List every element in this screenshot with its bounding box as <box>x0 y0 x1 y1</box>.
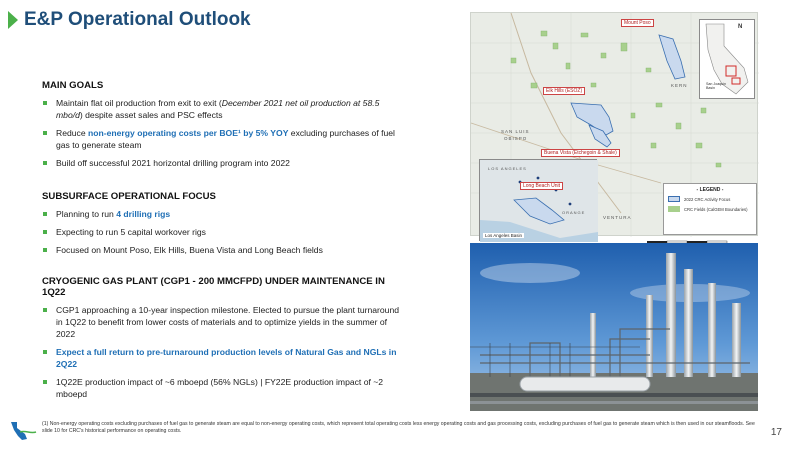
california-inset <box>699 19 755 99</box>
bullet-list <box>42 208 402 256</box>
bullet-text: Expecting to run 5 capital workover rigs <box>56 227 206 237</box>
legend-label: CRC Fields (CalGEM Boundaries) <box>684 206 748 212</box>
bullet-item <box>42 304 402 340</box>
bullet-text: non-energy operating costs per BOE¹ by 5% YOY <box>88 128 289 138</box>
field-map <box>470 12 758 236</box>
section <box>42 80 402 169</box>
bullet-item <box>42 157 402 169</box>
legend-label: 2022 CRC Activity Focus <box>684 196 731 202</box>
map-legend <box>663 183 757 235</box>
bullet-item <box>42 97 402 121</box>
legend-title: - LEGEND - <box>696 187 724 193</box>
title-bar <box>8 9 251 31</box>
compass-icon: N <box>738 24 743 30</box>
bullet-text: Expect a full return to pre-turnaround production levels of Natural Gas and NGLs in 2Q22 <box>56 347 397 369</box>
page-number: 17 <box>770 427 782 438</box>
section-heading: SUBSURFACE OPERATIONAL FOCUS <box>42 191 216 202</box>
gas-plant-graphic <box>470 243 758 411</box>
bullet-item <box>42 376 402 400</box>
section <box>42 276 402 400</box>
ca-inset-label: San Joaquin Basin <box>706 82 726 90</box>
chevron-right-icon <box>8 11 18 29</box>
bullet-item <box>42 127 402 151</box>
content-column <box>42 80 402 406</box>
gas-plant-photo <box>470 243 758 411</box>
la-basin-graphic <box>480 160 598 242</box>
map-text-obispo: OBISPO <box>504 136 528 141</box>
bullet-item <box>42 346 402 370</box>
legend-item <box>668 196 752 202</box>
map-text-la-basin: Los Angeles Basin <box>485 233 523 238</box>
la-basin-inset <box>479 159 597 241</box>
bullet-list <box>42 97 402 169</box>
bullet-text: 4 drilling rigs <box>116 209 171 219</box>
legend-swatch <box>668 206 680 212</box>
bullet-text: Planning to run <box>56 209 117 219</box>
map-label-elk-hills: Elk Hills (ESOZ) <box>543 87 585 95</box>
bullet-list <box>42 304 402 400</box>
section-heading: CRYOGENIC GAS PLANT (CGP1 - 200 MMCFPD) UNDER MAINTENANCE IN 1Q22 <box>42 276 385 298</box>
section-heading: MAIN GOALS <box>42 80 104 91</box>
footnote: (1) Non-energy operating costs excluding purchases of fuel gas to generate steam are equal to non-energy operating costs, which represent total operating costs less energy operating costs and gas processing costs, excluding purchases of fuel gas to generate steam which is then used in our steamfloods. See slide 10 for CRC's historical performance on operating costs. <box>42 421 755 434</box>
map-text-kern: KERN <box>671 83 688 88</box>
map-text-san-luis: SAN LUIS <box>501 129 530 134</box>
map-text-ventura: VENTURA <box>603 215 632 220</box>
company-logo <box>8 420 38 447</box>
california-logo-icon <box>8 420 38 442</box>
map-text-orange: ORANGE <box>562 210 586 215</box>
map-label-mount-poso: Mount Poso <box>621 19 654 27</box>
section <box>42 191 402 256</box>
bullet-text: Build off successful 2021 horizontal drilling program into 2022 <box>56 158 290 168</box>
bullet-text: Maintain flat oil production from exit to exit ( <box>56 98 222 108</box>
bullet-text: 1Q22E production impact of ~6 mboepd (56% NGLs) | FY22E production impact of ~2 mboepd <box>56 377 384 399</box>
bullet-text: Focused on Mount Poso, Elk Hills, Buena Vista and Long Beach fields <box>56 245 323 255</box>
bullet-item <box>42 226 402 238</box>
bullet-text: December 2021 net oil production at 58.5 mbo/d <box>56 98 380 120</box>
map-text-los-angeles: LOS ANGELES <box>488 166 527 171</box>
bullet-text: Reduce <box>56 128 89 138</box>
map-label-long-beach: Long Beach Unit <box>520 182 563 190</box>
page-title: E&P Operational Outlook <box>24 9 251 30</box>
bullet-text: excluding purchases of fuel gas to generate steam <box>56 128 395 150</box>
legend-swatch <box>668 196 680 202</box>
bullet-text: CGP1 approaching a 10-year inspection milestone. Elected to pursue the plant turnaround in 1Q22 to benefit from lower costs of materials and to optimize yields in the summer of 2022 <box>56 305 400 339</box>
bullet-text: ) despite asset sales and PSC effects <box>79 110 223 120</box>
map-label-buena-vista: Buena Vista (Etchegoin & Shale) <box>541 149 620 157</box>
bullet-item <box>42 244 402 256</box>
bullet-item <box>42 208 402 220</box>
legend-item <box>668 206 752 212</box>
